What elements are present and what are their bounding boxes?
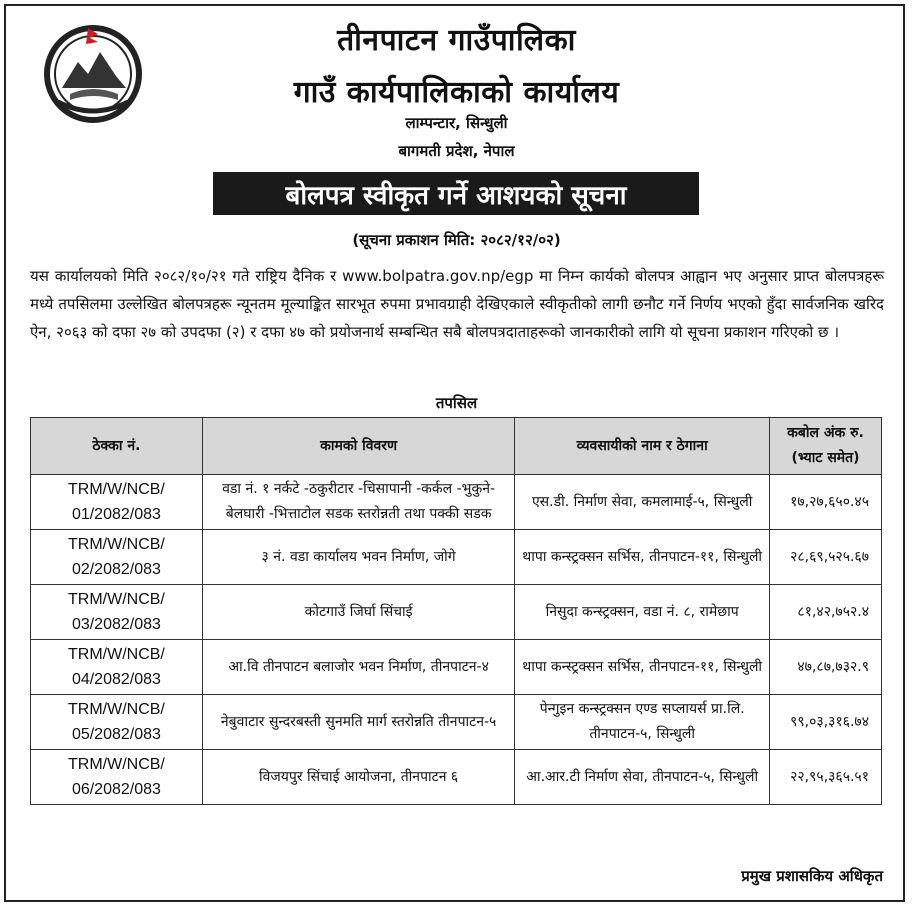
table-heading: तपसिल <box>435 394 478 412</box>
header-contract-no: ठेक्का नं. <box>31 418 203 475</box>
table-row <box>31 695 882 750</box>
publication-date: (सूचना प्रकाशन मिति: २०८२/१२/०२) <box>352 231 561 249</box>
contract-no: TRM/W/NCB/ 01/2082/083 <box>31 475 203 530</box>
contract-no: TRM/W/NCB/ 05/2082/083 <box>31 695 203 750</box>
vendor: एस.डी. निर्माण सेवा, कमलामाई-५, सिन्धुली <box>515 475 770 530</box>
work-description: आ.वि तीनपाटन बलाजोर भवन निर्माण, तीनपाटन-४ <box>202 640 515 695</box>
contract-no: TRM/W/NCB/ 03/2082/083 <box>31 585 203 640</box>
header-bid-amount: कबोल अंक रु. (भ्याट समेत) <box>770 418 882 475</box>
work-description: नेबुवाटार सुन्दरबस्ती सुनमति मार्ग स्तरोन्नति तीनपाटन-५ <box>202 695 515 750</box>
vendor: थापा कन्स्ट्रक्सन सर्भिस, तीनपाटन-११, सिन्धुली <box>515 530 770 585</box>
bid-amount: १७,२७,६५०.४५ <box>770 475 882 530</box>
bid-amount: २८,६९,५२५.६७ <box>770 530 882 585</box>
header-work-description: कामको विवरण <box>202 418 515 475</box>
table-row <box>31 530 882 585</box>
table-row <box>31 585 882 640</box>
contract-no: TRM/W/NCB/ 06/2082/083 <box>31 750 203 805</box>
bid-amount: ४७,८७,७३२.९ <box>770 640 882 695</box>
vendor: पेन्गुइन कन्स्ट्रक्सन एण्ड सप्लायर्स प्रा.लि. तीनपाटन-५, सिन्धुली <box>515 695 770 750</box>
office-name: तीनपाटन गाउँपालिका <box>337 23 576 58</box>
office-subtitle: गाउँ कार्यपालिकाको कार्यालय <box>293 75 620 110</box>
signatory-title: प्रमुख प्रशासकिय अधिकृत <box>741 867 883 885</box>
bid-amount: २२,९५,३६५.५१ <box>770 750 882 805</box>
bid-amount: ९९,०३,३१६.७४ <box>770 695 882 750</box>
table-row <box>31 640 882 695</box>
table-row <box>31 475 882 530</box>
work-description: कोटगाउँ जिर्घा सिंचाई <box>202 585 515 640</box>
work-description: वडा नं. १ नर्कटे -ठकुरीटार -चिसापानी -कर्कल -भुकुने-बेलघारी -भित्ताटोल सडक स्तरोन्नती तथा पक्की सडक <box>202 475 515 530</box>
contract-no: TRM/W/NCB/ 04/2082/083 <box>31 640 203 695</box>
address-line-2: बागमती प्रदेश, नेपाल <box>398 142 515 160</box>
contracts-table <box>30 417 882 805</box>
vendor: थापा कन्स्ट्रक्सन सर्भिस, तीनपाटन-११, सिन्धुली <box>515 640 770 695</box>
table-header-row <box>31 418 882 475</box>
vendor: निसुदा कन्स्ट्रक्सन, वडा नं. ८, रामेछाप <box>515 585 770 640</box>
notice-body: यस कार्यालयको मिति २०८२/१०/२१ गते राष्ट्रिय दैनिक र www.bolpatra.gov.np/egp मा निम्न कार्यको बोलपत्र आह्वान भए अनुसार प्राप्त बोलपत्रहरू मध्ये तपसिलमा उल्लेखित बोलपत्रहरू न्यूनतम मूल्याङ्कित सारभूत रुपमा प्रभावग्राही देखिएकाले स्वीकृतीको लागी छनौट गर्ने निर्णय भएको हुँदा सार्वजनिक खरिद ऐन, २०६३ को दफा २७ को उपदफा (२) र दफा ४७ को प्रयोजनार्थ सम्बन्धित सबै बोलपत्रदाताहरूको जानकारीको लागि यो सूचना प्रकाशन गरिएको छ । <box>30 267 884 341</box>
notice-title: बोलपत्र स्वीकृत गर्ने आशयको सूचना <box>285 180 627 211</box>
contract-no: TRM/W/NCB/ 02/2082/083 <box>31 530 203 585</box>
bid-amount: ८१,४२,७५२.४ <box>770 585 882 640</box>
address-line-1: लाम्पन्टार, सिन्धुली <box>405 114 508 132</box>
vendor: आ.आर.टी निर्माण सेवा, तीनपाटन-५, सिन्धुली <box>515 750 770 805</box>
table-row <box>31 750 882 805</box>
work-description: ३ नं. वडा कार्यालय भवन निर्माण, जोगे <box>202 530 515 585</box>
work-description: विजयपुर सिंचाई आयोजना, तीनपाटन ६ <box>202 750 515 805</box>
notice-title-banner <box>213 172 699 215</box>
header-vendor: व्यवसायीको नाम र ठेगाना <box>515 418 770 475</box>
